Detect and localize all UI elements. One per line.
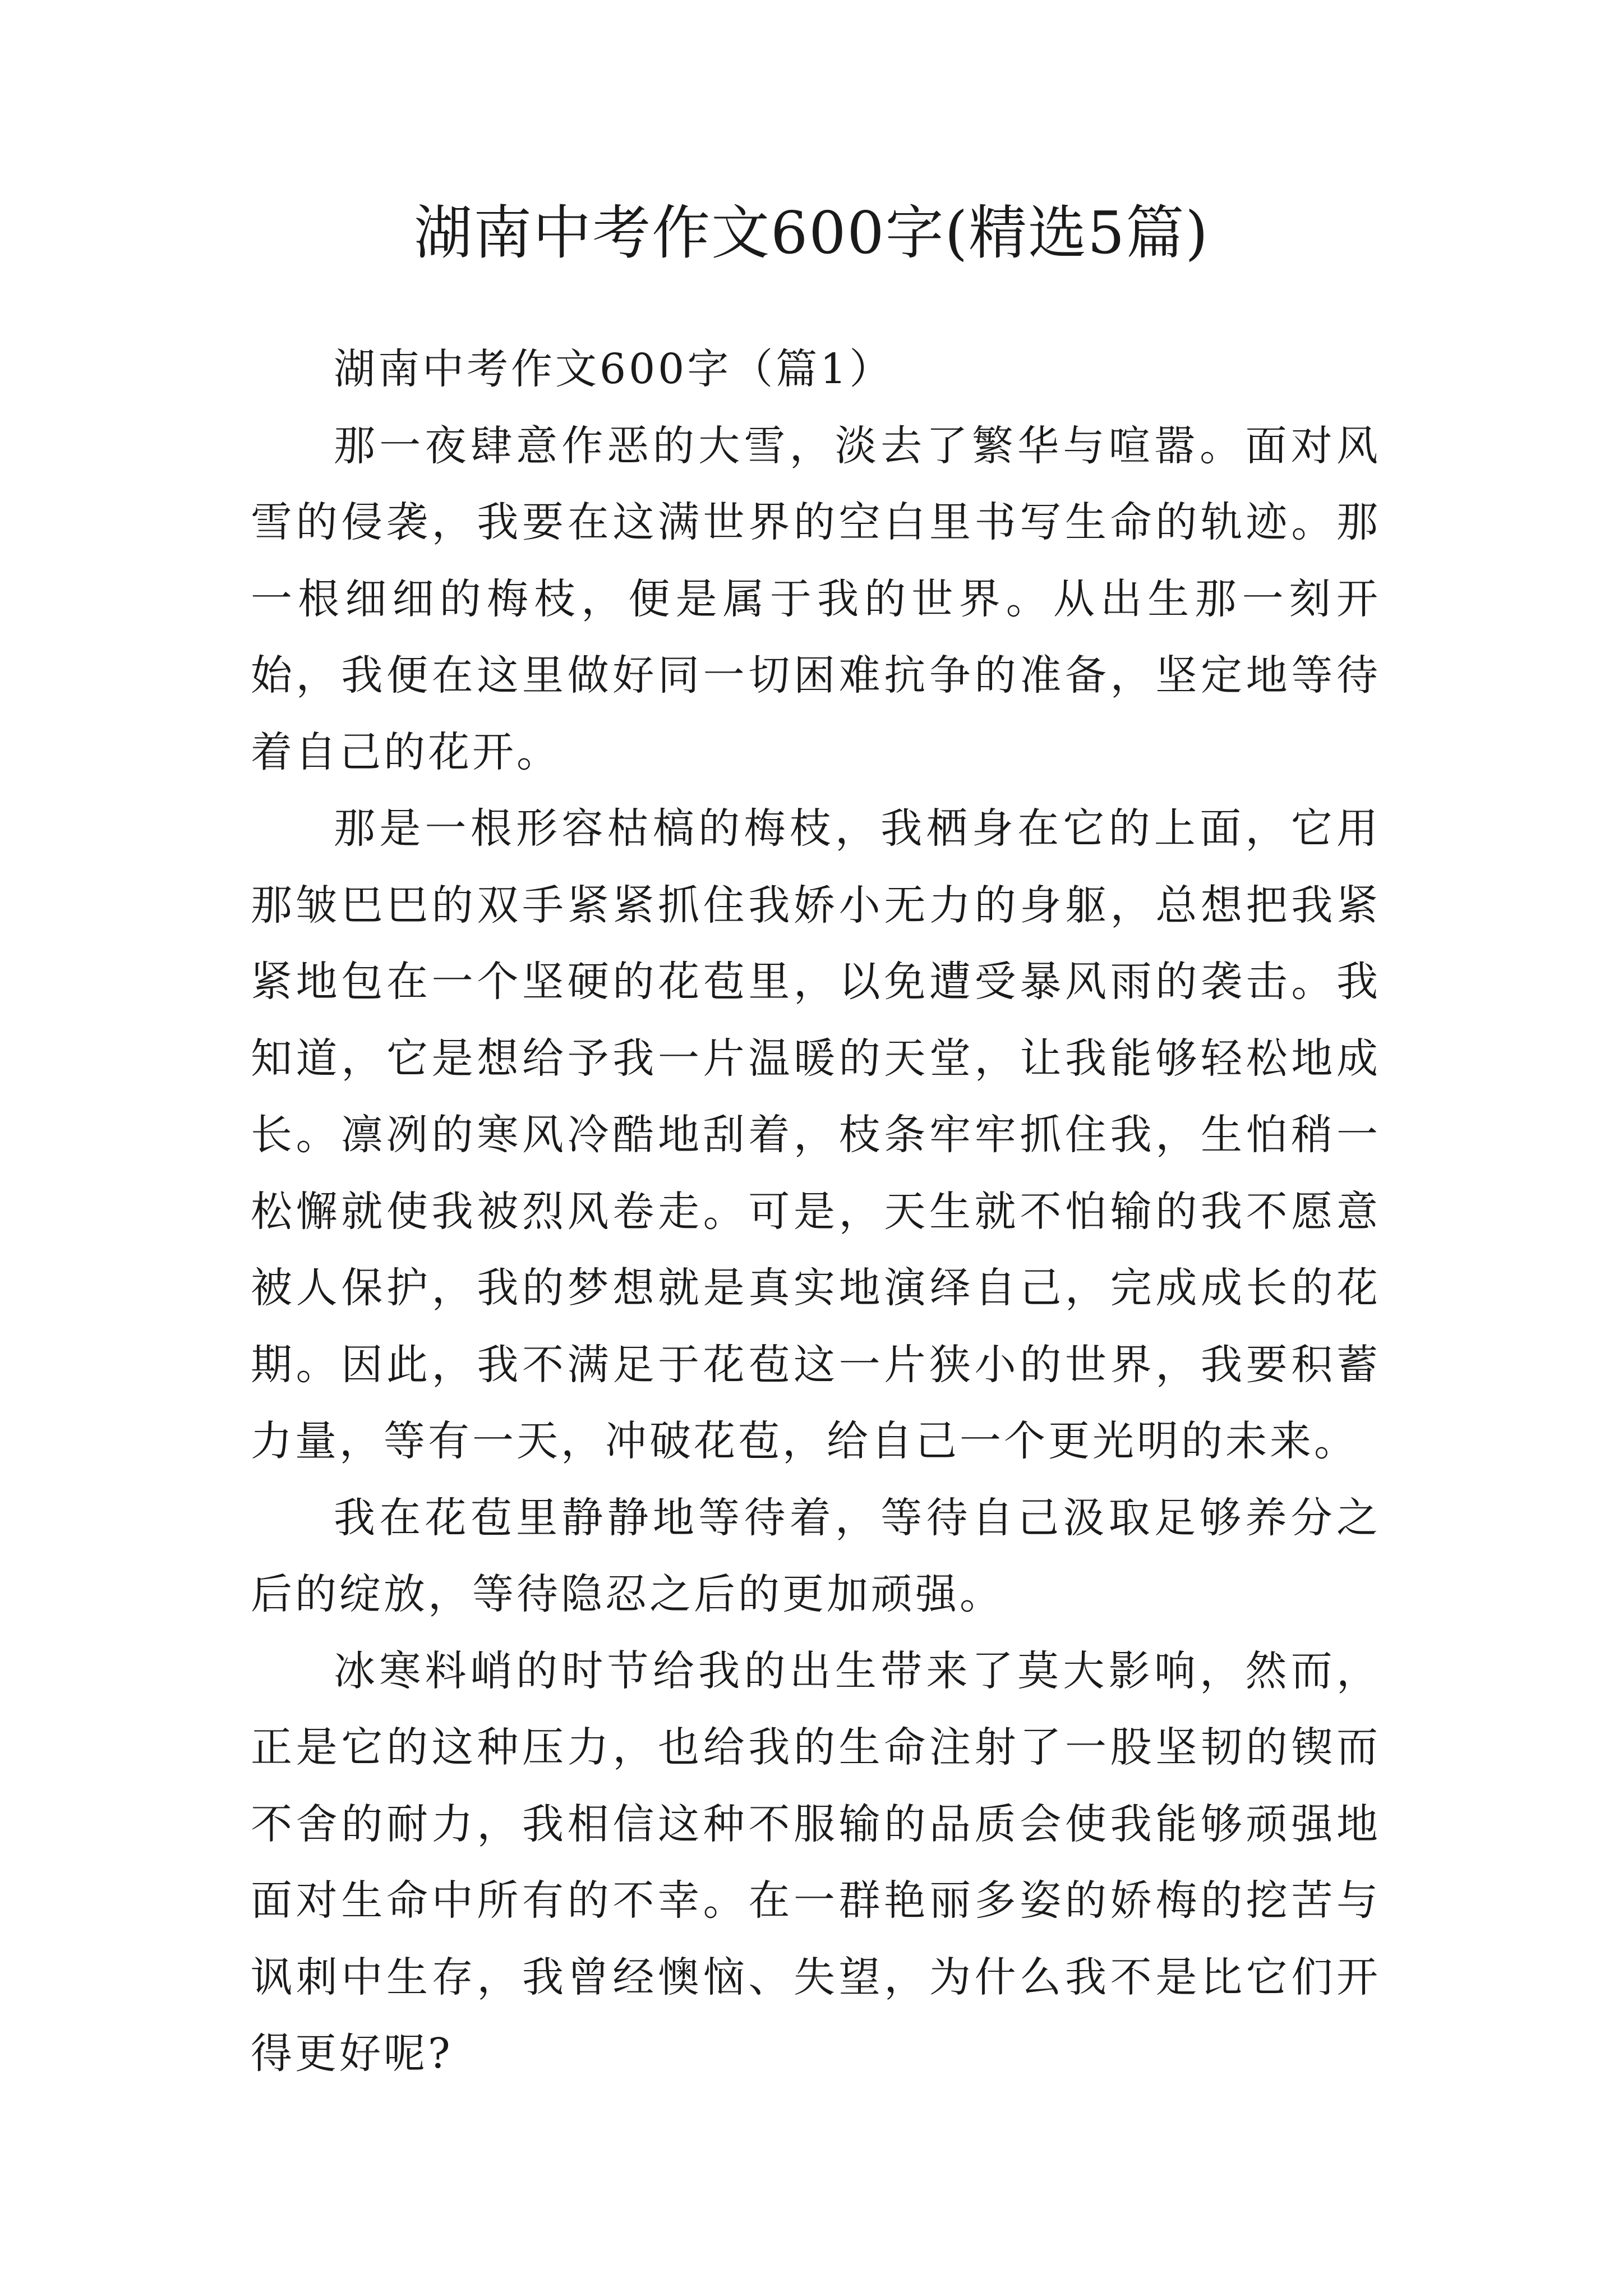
paragraph: 那是一根形容枯槁的梅枝，我栖身在它的上面，它用那皱巴巴的双手紧紧抓住我娇小无力的身躯，总想把我紧紧地包在一个坚硬的花苞里，以免遭受暴风雨的袭击。我知道，它是想给予我一片温暖的天堂，让我能够轻松地成长。凛冽的寒风冷酷地刮着，枝条牢牢抓住我，生怕稍一松懈就使我被烈风卷走。可是，天生就不怕输的我不愿意被人保护，我的梦想就是真实地演绎自己，完成成长的花期。因此，我不满足于花苞这一片狭小的世界，我要积蓄力量，等有一天，冲破花苞，给自己一个更光明的未来。 xyxy=(251,804,1381,1465)
section-heading: 湖南中考作文600字（篇1） xyxy=(334,345,894,393)
paragraph: 我在花苞里静静地等待着，等待自己汲取足够养分之后的绽放，等待隐忍之后的更加顽强。 xyxy=(251,1493,1381,1618)
document-title: 湖南中考作文600字(精选5篇) xyxy=(414,199,1209,267)
paragraph: 那一夜肆意作恶的大雪，淡去了繁华与喧嚣。面对风雪的侵袭，我要在这满世界的空白里书写生命的轨迹。那一根细细的梅枝，便是属于我的世界。从出生那一刻开始，我便在这里做好同一切困难抗争的准备，坚定地等待着自己的花开。 xyxy=(251,421,1381,776)
paragraph: 冰寒料峭的时节给我的出生带来了莫大影响，然而，正是它的这种压力，也给我的生命注射了一股坚韧的锲而不舍的耐力，我相信这种不服输的品质会使我能够顽强地面对生命中所有的不幸。在一群艳丽多姿的娇梅的挖苦与讽刺中生存，我曾经懊恼、失望，为什么我不是比它们开得更好呢? xyxy=(251,1646,1381,2078)
document-body xyxy=(251,331,1381,2092)
